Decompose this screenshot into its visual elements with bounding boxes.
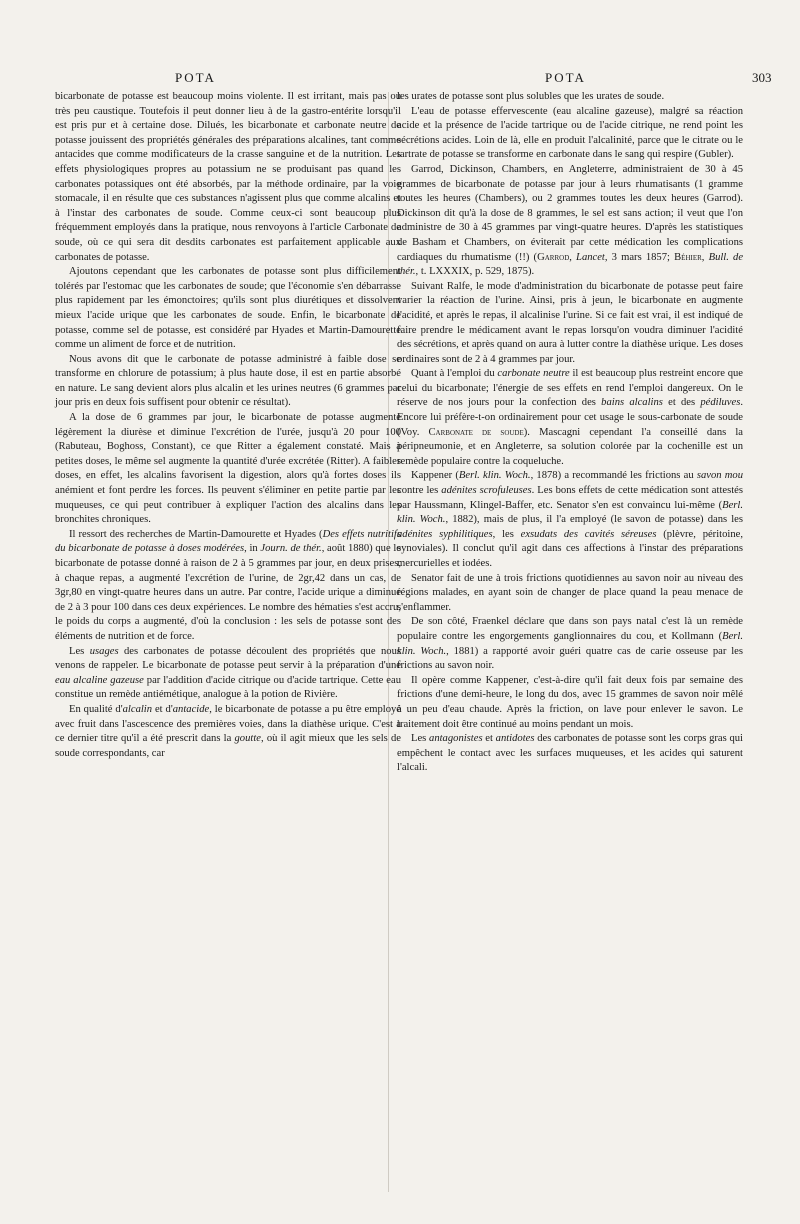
text-run: De son côté, Fraenkel déclare que dans son pays natal c'est là un remède populaire contre les engorgements ganglionnaires du cou, et Kollmann (	[397, 616, 743, 642]
paragraph	[55, 645, 401, 703]
text-run: des carbonates de potasse sont les corps gras qui empêchent le contact avec les surfaces muqueuses, et les acides qui saturent l'alcali.	[397, 733, 743, 774]
paragraph	[55, 528, 401, 645]
italic-term: adénites syphilitiques	[397, 528, 493, 540]
author-ref: Garrod	[537, 251, 570, 263]
paragraph: L'eau de potasse effervescente (eau alcaline gazeuse), malgré sa réaction acide et la présence de l'acide tartrique ou de l'acide citrique, ne rend point les sécrétions acides. Loin de là, elle en produit l'alcalinité, parce que le citrate ou le tartrate de potasse se transforme en carbonate dans le sang qui respire (Gubler).	[397, 105, 743, 161]
text-run: et des	[662, 397, 701, 409]
italic-term: antacide	[172, 703, 210, 715]
journal-ref: Berl. klin. Woch.	[458, 470, 531, 482]
paragraph	[397, 163, 743, 280]
page-number: 303	[752, 70, 772, 85]
paragraph: Nous avons dit que le carbonate de potasse administré à faible dose se transforme en chlorure de potassium; à plus haute dose, il est en partie absorbé en nature. Le sang devient alors plus alcalin et les urines neutres (6 grammes par jour pris en deux fois suffisent pour obtenir ce résultat).	[55, 353, 401, 409]
text-run: , le bicarbonate de potasse a pu être employé avec fruit dans l'ascescence des premières voies, dans la diathèse urique. C'est à ce dernier titre qu'il a été prescrit dans la	[55, 703, 401, 745]
text-run: contre les	[397, 485, 442, 497]
journal-ref: Journ. de thér.	[260, 543, 322, 555]
text-run: des carbonates de potasse découlent des propriétés que nous venons de rappeler. Le bicarbonate de potasse peut servir à la préparation d'une	[55, 645, 402, 672]
italic-term: antagonistes	[429, 733, 483, 745]
journal-ref: Lancet	[576, 251, 605, 263]
running-head-right: POTA	[545, 70, 586, 85]
text-run: Quant à l'emploi du	[411, 368, 498, 380]
paragraph	[397, 732, 743, 776]
journal-ref: Bull. de thér.	[397, 251, 744, 278]
italic-term: antidotes	[495, 733, 535, 745]
paragraph: Suivant Ralfe, le mode d'administration du bicarbonate de potasse peut faire varier la réaction de l'urine. Ainsi, pris à jeun, le bicarbonate en augmente l'acidité, et après le repas, il alcalinise l'urine. Si ce fait est vrai, il est indiqué de faire prendre le médicament avant le repas lorsqu'on voudra diminuer l'acidité des sécrétions, et après quand on aura à lutter contre la diathèse urique. Les doses ordinaires sont de 2 à 4 grammes par jour.	[397, 280, 743, 365]
text-run: Les	[69, 645, 90, 657]
paragraph: Il opère comme Kappener, c'est-à-dire qu'il fait deux fois par semaine des frictions d'une demi-heure, le long du dos, avec 15 grammes de savon noir mêlé à un peu d'eau chaude. Après la friction, on lave pour enlever le savon. Le traitement doit être continué au moins pendant un mois.	[397, 674, 743, 730]
paragraph: Ajoutons cependant que les carbonates de potasse sont plus difficilement tolérés par l'estomac que les carbonates de soude; que l'économie s'en débarrasse plus rapidement par les émonctoires; qu'ils sont plus diurétiques et dissolvent mieux l'acide urique que les carbonates de soude. Enfin, le bicarbonate de potasse, comme sel de potasse, est considéré par Hyades et Martin-Damourette comme un aliment de force et de nutrition.	[55, 266, 401, 351]
text-run: , les	[492, 528, 521, 540]
paragraph	[397, 615, 743, 673]
paragraph: Senator fait de une à trois frictions quotidiennes au savon noir au niveau des régions malades, en ayant soin de changer de place quand la peau menace de s'enflammer.	[397, 572, 743, 613]
italic-term: usages	[89, 645, 119, 657]
italic-term: pédiluves	[700, 397, 741, 409]
text-run: Il ressort des recherches de Martin-Damourette et Hyades (	[69, 528, 323, 540]
paragraph: bicarbonate de potasse est beaucoup moins violente. Il est irritant, mais pas ou très peu caustique. Toutefois il peut donner lieu à de la gastro-entérite lorsqu'il est pris pur et à certaine dose. Dilués, les bicarbonate et carbonate neutre de potasse jouissent des propriétés générales des préparations alcalines, tant comme antacides que comme modificateurs de la crasse sanguine et de la nutrition. Les effets physiologiques propres au potassium ne se produisant pas quand les carbonates potassiques ont été absorbés, par la méthode ordinaire, par la voie stomacale, il en résulte que ces substances n'agissent plus que comme alcalins et à l'instar des carbonates de soude. Comme ceux-ci sont beaucoup plus fréquemment employés dans la pratique, nous renvoyons à l'article Carbonate de soude, où ce qui sera dit desdits carbonates est parfaitement applicable aux carbonates de potasse.	[55, 91, 401, 263]
text-run: Les	[411, 733, 430, 745]
italic-term: bains alcalins	[601, 397, 663, 409]
text-run: il est beaucoup plus restreint encore que celui du bicarbonate; l'énergie de ses effets en rend l'emploi dangereux. On le réserve de nos jours pour la confection des	[397, 368, 743, 409]
text-run: ,	[569, 251, 577, 263]
author-ref: Béhier	[674, 251, 702, 263]
paragraph: les urates de potasse sont plus solubles que les urates de soude.	[397, 91, 665, 102]
text-run: , 1882), mais de plus, il l'a employé (le savon de potasse) dans les	[445, 514, 743, 526]
text-run: Garrod, Dickinson, Chambers, en Angleterre, administraient de 30 à 45 grammes de bicarbonate de potasse par jour à leurs rhumatisants (1 gramme toutes les heures (Chambers), ou 2 grammes toutes les deux heures (Garrod). Dickinson dit qu'à la dose de 8 grammes, le sel est sans action; il veut que l'on administre de 30 à 45 grammes par vingt-quatre heures. D'après les statistiques de Basham et Chambers, on éviterait par cette médication les complications cardiaques du rhumatisme (!!) (	[397, 163, 743, 263]
right-column	[397, 90, 743, 776]
text-run: ). Mascagni cependant l'a conseillé dans la péripneumonie, et en Angleterre, sa solution colorée par la cochenille est un remède populaire contre la coqueluche.	[397, 426, 744, 467]
text-run: En qualité d'	[69, 703, 123, 715]
running-head-left: POTA	[175, 70, 216, 85]
italic-term: goutte	[234, 733, 261, 745]
left-column	[55, 90, 401, 761]
italic-term: eau alcaline gazeuse	[55, 674, 144, 686]
text-run: , 1881) a rapporté avoir guéri quatre cas de carie osseuse par les frictions au savon noir.	[397, 645, 743, 672]
italic-term: alcalin	[122, 703, 153, 715]
text-run: , 1878) a recommandé les frictions au	[530, 470, 697, 482]
text-run: , in	[244, 543, 261, 555]
paragraph: A la dose de 6 grammes par jour, le bicarbonate de potasse augmente légèrement la diurèse et diminue l'excrétion de l'urée, jusqu'à 20 pour 100 (Rabuteau, Boghoss, Constant), ce que Ritter a également constaté. Mais à petites doses, le même sel augmente la quantité d'urée excrétée (Ritter). A faibles doses, en effet, les alcalins favorisent la digestion, alors qu'à fortes doses ils anémient et font perdre les forces. Ils peuvent s'éliminer en petite partie par les muqueuses, ce qui peut contribuer à expliquer l'action des alcalins dans les bronchites chroniques.	[55, 412, 401, 526]
journal-ref: Berl. klin. Woch.	[397, 630, 743, 657]
text-run: , août 1880) que le bicarbonate de potasse donné à raison de 2 à 5 grammes par jour, en deux prises, à chaque repas, a augmenté l'excrétion de l'urine, de 2gr,42 dans un cas, de 3gr,80 en vingt-quatre heures dans un autre. Par contre, l'acide urique a diminué de 2 à 3 pour 100 dans ces deux expériences. Le nombre des hématies s'est accru, le poids du corps a augmenté, d'où la conclusion : les sels de potasse sont des éléments de nutrition et de force.	[55, 543, 402, 642]
text-run: (plèvre, péritoine, synoviales). Il conclut qu'il agit dans ces affections à l'instar des préparations mercurielles et iodées.	[397, 528, 743, 569]
text-run: . Les bons effets de cette médication sont attestés par Haussmann, Klingel-Baffer, etc. Senator s'en est convaincu lui-même (	[397, 485, 743, 511]
italic-term: adénites scrofuleuses	[441, 485, 532, 497]
italic-term: savon mou	[696, 470, 744, 482]
journal-ref: Berl. klin. Woch.	[397, 499, 743, 526]
text-run: et d'	[152, 703, 173, 715]
italic-term: carbonate neutre	[497, 368, 570, 380]
text-run: . Encore lui préfère-t-on ordinairement pour cet usage le sous-carbonate de soude (Voy.	[397, 397, 743, 438]
text-run: ,	[701, 251, 709, 263]
text-run: , où il agit mieux que les sels de soude correspondants, car	[55, 733, 401, 759]
italic-title: Des effets nutritifs du bicarbonate de potasse à doses modérées	[55, 528, 401, 555]
paragraph	[397, 367, 743, 469]
text-run: par l'addition d'acide citrique ou d'acide tartrique. Cette eau constitue un remède antiémétique, analogue à la potion de Rivière.	[55, 674, 402, 701]
italic-term: exsudats des cavités séreuses	[520, 528, 657, 540]
paragraph	[55, 703, 401, 761]
cross-reference: Carbonate de soude	[428, 426, 524, 438]
text-run: et	[482, 733, 496, 745]
paragraph	[397, 469, 743, 571]
text-run: Kappener (	[411, 470, 459, 482]
text-run: , 3 mars 1857;	[604, 251, 675, 263]
text-run: , t. LXXXIX, p. 529, 1875).	[415, 266, 535, 278]
